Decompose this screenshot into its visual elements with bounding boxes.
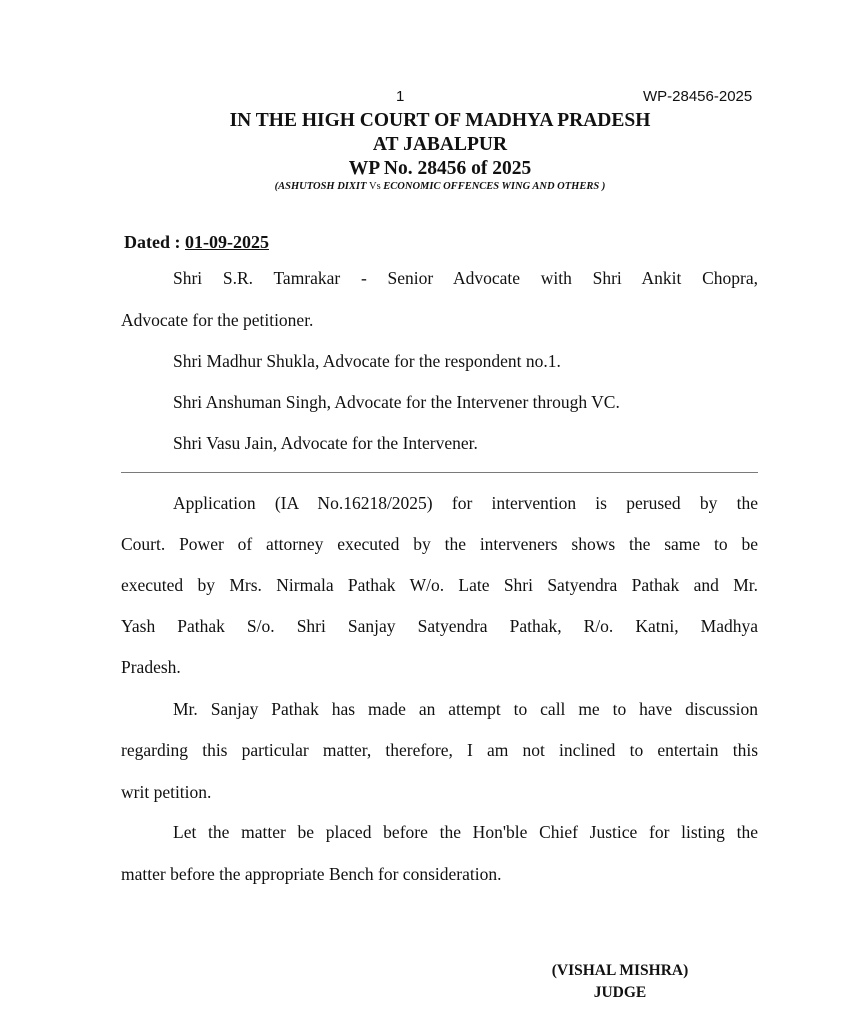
petitioner-name: (ASHUTOSH DIXIT [274, 181, 367, 192]
appearance-line: Shri Madhur Shukla, Advocate for the respondent no.1. [173, 351, 561, 371]
judge-designation: JUDGE [593, 984, 647, 1001]
dated-label: Dated : [124, 232, 185, 252]
dated-value: 01-09-2025 [185, 232, 269, 252]
appearance-line: Shri Vasu Jain, Advocate for the Intervener. [173, 433, 478, 453]
case-number: WP No. 28456 of 2025 [348, 158, 532, 179]
judge-name: (VISHAL MISHRA) [551, 962, 689, 979]
page-number: 1 [396, 88, 405, 105]
appearance-line: Shri S.R. Tamrakar - Senior Advocate with Shri Ankit Chopra, [173, 268, 758, 288]
court-location: AT JABALPUR [372, 134, 508, 155]
order-text-line: writ petition. [121, 782, 212, 802]
order-text-line: Let the matter be placed before the Hon'ble Chief Justice for listing the [173, 822, 758, 842]
case-code: WP-28456-2025 [643, 88, 753, 105]
section-divider [121, 472, 758, 473]
order-text-line: Court. Power of attorney executed by the interveners shows the same to be [121, 534, 758, 554]
appearance-line: Advocate for the petitioner. [121, 310, 314, 330]
court-name: IN THE HIGH COURT OF MADHYA PRADESH [229, 110, 651, 131]
order-text-line: executed by Mrs. Nirmala Pathak W/o. Late Shri Satyendra Pathak and Mr. [121, 575, 758, 595]
order-text-line: Yash Pathak S/o. Shri Sanjay Satyendra Pathak, R/o. Katni, Madhya [121, 616, 758, 636]
order-text-line: matter before the appropriate Bench for consideration. [121, 864, 502, 884]
order-text-line: Application (IA No.16218/2025) for intervention is perused by the [173, 493, 758, 513]
order-text-line: regarding this particular matter, therefore, I am not inclined to entertain this [121, 740, 758, 760]
order-date [124, 232, 269, 253]
order-text-line: Pradesh. [121, 657, 181, 677]
versus-label: Vs [369, 181, 381, 192]
appearance-line: Shri Anshuman Singh, Advocate for the Intervener through VC. [173, 392, 620, 412]
case-parties [0, 181, 841, 192]
order-text-line: Mr. Sanjay Pathak has made an attempt to call me to have discussion [173, 699, 758, 719]
respondent-name: ECONOMIC OFFENCES WING AND OTHERS ) [383, 181, 606, 192]
